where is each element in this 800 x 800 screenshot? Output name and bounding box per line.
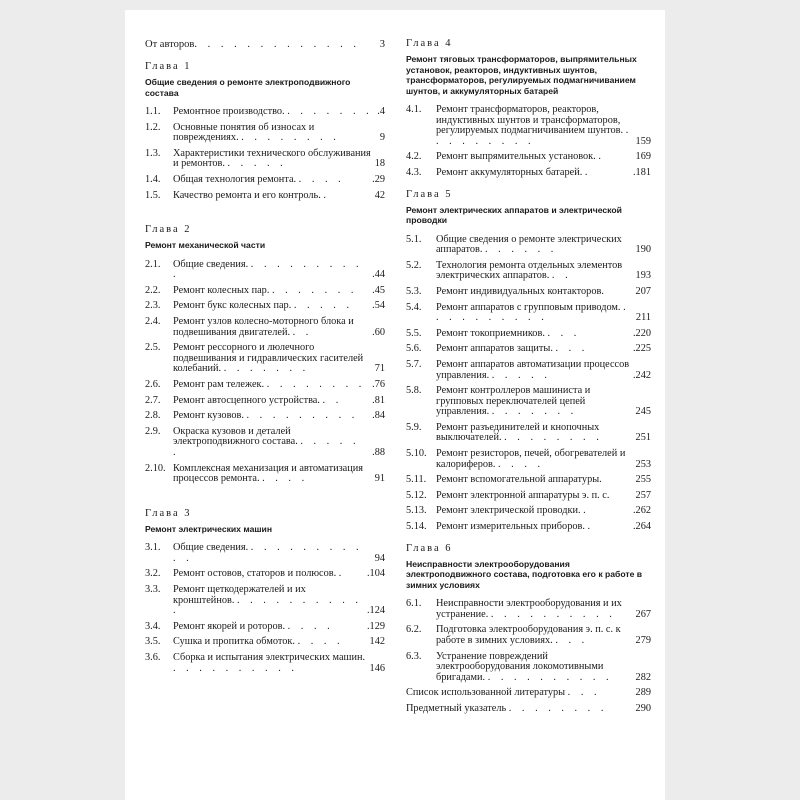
toc-entry [145,411,385,422]
entry-text: Список использованной литературы [406,687,566,699]
chapter-title: Ремонт электрических аппаратов и электрической проводки [406,204,622,226]
entry-text: Ремонт щеткодержателей и их кронштейнов. [173,584,306,606]
entry-number: 2.9. [145,425,161,437]
entry-number: 4.3. [406,166,422,178]
entry-text: Общие сведения. [173,542,249,554]
leader-dots: . [587,521,595,533]
leader-dots: . . . [567,687,601,699]
entry-number: 3.4. [145,620,161,632]
entry-number: 2.5. [145,342,161,354]
page-number: 282 [635,671,651,683]
leader-dots: . . . . . . . . . . [436,301,630,324]
leader-dots: . . . . . . . [271,284,358,296]
entry-number: 5.6. [406,343,422,355]
toc-entry [406,491,651,502]
toc-entry [406,449,651,470]
page-number: 94 [374,552,385,564]
leader-dots: . . . . . . . . . [436,125,633,147]
entry-number: 1.1. [145,106,161,117]
leader-dots: . . . [555,343,589,355]
toc-entry [406,344,651,355]
leader-dots: . . . . . . . . . . [173,662,298,674]
chapter-label: Глава 4 [406,38,453,49]
entry-text: Ремонт аккумуляторных батарей. [436,166,583,178]
page-number: .104 [366,568,385,580]
leader-dots: . . . . . . . . . . . [173,594,362,617]
toc-entry [145,622,385,633]
page-number: 18 [374,158,385,170]
chapter-title: Неисправности электрооборудования электроподвижного состава, подготовка его к работе в зимних условиях [406,558,643,590]
entry-number: 5.1. [406,233,422,245]
entry-number: 5.11. [406,474,427,486]
page-number: 253 [635,458,651,470]
entry-text: Характеристики технического обслуживания и ремонтов. [173,147,371,170]
toc-entry [145,543,385,564]
toc-entry [406,303,651,324]
leader-dots: . . . . . . . . . [246,410,359,422]
chapter-label: Глава 2 [145,224,192,236]
toc-entry [145,260,385,281]
toc-entry [406,386,651,418]
leader-dots: . . . . . . . . . . [487,671,613,683]
page-number: .4 [377,106,385,117]
toc-entry [406,475,651,486]
entry-number: 5.7. [406,358,422,370]
toc-entry [406,360,651,381]
entry-text: Комплексная механизация и автоматизация процессов ремонта. [173,462,364,485]
entry-text: Ремонт рессорного и люлечного подвешивания и гидравлических гасителей колебаний. [173,342,364,375]
page-number: 211 [635,312,651,324]
entry-number: 1.5. [145,189,161,201]
entry-number: 2.4. [145,316,161,328]
leader-dots: . [583,505,590,517]
leader-dots: . . . . . . [173,436,360,458]
leader-dots: . . . . . [491,369,551,381]
toc-entry [145,191,385,202]
entry-text: Ремонт аппаратов с групповым приводом. [436,301,621,313]
toc-entry [145,107,385,118]
leader-dots: . . . . . . . . [241,132,340,144]
entry-number: 5.8. [406,385,422,397]
page-number: .54 [372,300,385,312]
entry-text: Ремонт рам тележек. [173,379,265,390]
entry-text: Ремонт электронной аппаратуры э. п. с. [436,489,610,501]
entry-number: 3.5. [145,636,161,648]
page-number: .45 [372,284,385,296]
entry-text: Ремонт вспомогательной аппаратуры. [436,474,602,486]
leader-dots: . . . . . . . [287,106,373,117]
chapter-title: Ремонт электрических машин [145,523,273,534]
entry-text: Ремонт индивидуальных контакторов. [436,285,604,297]
entry-text: Ремонт колесных пар. [173,284,270,296]
toc-right-column [406,38,651,719]
leader-dots: . . . . . . . . . . . . . [194,39,360,50]
page-number: 71 [374,363,385,375]
entry-number: 6.3. [406,650,422,662]
leader-dots: . . [551,270,572,282]
page-number: 9 [379,132,385,144]
toc-entry [145,149,385,170]
entry-number: 6.1. [406,598,422,610]
entry-text: Общие сведения. [173,258,249,270]
entry-number: 6.2. [406,624,422,636]
entry-number: 3.6. [145,652,161,663]
entry-number: 3.1. [145,542,161,554]
toc-entry [406,152,651,163]
entry-number: 5.9. [406,421,422,433]
toc-entry [145,317,385,338]
entry-text: Ремонт букс колесных пар. [173,300,292,312]
leader-dots: . . . . . [293,300,354,312]
page-number: .60 [372,326,385,338]
page-number: .264 [632,521,651,533]
entry-text: Ремонт узлов колесно-моторного блока и подвешивания двигателей. [173,316,354,338]
entry-number: 1.2. [145,121,161,133]
page-number: .220 [632,327,651,339]
chapter-label: Глава 5 [406,188,453,200]
leader-dots: . . . [555,634,589,646]
page-number: 42 [374,189,385,201]
entry-text: Технология ремонта отдельных элементов электрических аппаратов. [436,259,623,282]
leader-dots: . . . . [262,473,309,485]
leader-dots: . . . . . . . . . . . [173,542,363,564]
toc-entry [145,380,385,391]
toc-entry [406,105,651,147]
entry-number: 1.4. [145,173,161,185]
entry-text: Ремонт контроллеров машиниста и групповых переключателей цепей управления. [436,385,591,418]
leader-dots: . [323,189,330,201]
entry-text: Предметный указатель [406,702,507,714]
entry-text: Ремонт трансформаторов, реакторов, индуктивных шунтов и трансформаторов, регулируемых подмагничиванием шунтов. [436,104,624,137]
toc-entry [406,329,651,340]
page-number: 251 [635,432,651,444]
chapter-title: Ремонт механической части [145,240,266,251]
leader-dots: . . . . . . . [223,363,310,375]
leader-dots: . . . . [297,636,344,648]
entry-text: Общие сведения о ремонте электрических аппаратов. [436,233,622,256]
toc-entry-bibliography [406,688,651,699]
leader-dots: . [598,151,605,163]
entry-number: 4.1. [406,104,422,115]
page-number: .225 [632,343,651,355]
entry-text: От авторов [145,39,195,50]
entry-text: Ремонт якорей и роторов. [173,620,286,632]
entry-number: 3.3. [145,584,161,596]
leader-dots: . . [292,326,313,338]
page-number: 290 [635,702,651,714]
leader-dots: . . . . . [227,158,287,170]
entry-text: Ремонт кузовов. [173,410,244,422]
toc-entry [145,464,385,485]
leader-dots: . . . [547,327,581,339]
toc-entry [406,625,651,646]
entry-number: 2.1. [145,258,161,270]
entry-text: Подготовка электрооборудования э. п. с. к работе в зимних условиях. [436,624,621,646]
toc-entry [145,427,385,459]
chapter-title: Ремонт тяговых трансформаторов, выпрямительных установок, реакторов, индуктивных шунтов, трансформаторов, регулируемых подмагничиванием шунтов, и аккумуляторных батарей [406,54,637,96]
entry-text: Ремонт резисторов, печей, обогревателей и калориферов. [436,448,626,470]
page-number: .84 [372,410,385,422]
toc-entry-preface [145,38,385,51]
entry-text: Ремонтное производство. [173,106,285,117]
entry-text: Ремонт аппаратов автоматизации процессов управления. [436,358,630,381]
entry-text: Ремонт аппаратов защиты. [436,343,553,355]
leader-dots: . . [322,394,343,406]
chapter-label: Глава 3 [145,507,192,519]
page-number: .29 [372,173,385,185]
entry-number: 3.2. [145,568,161,580]
page-number: .129 [366,620,385,632]
page-number: 146 [369,662,385,674]
toc-entry [406,599,651,620]
entry-text: Сборка и испытания электрических машин. [173,652,366,663]
toc-entry [406,168,651,179]
entry-number: 5.12. [406,489,427,501]
page-number: 3 [379,39,385,50]
page-number: 267 [635,608,651,620]
entry-text: Ремонт остовов, статоров и полюсов. [173,568,337,580]
page-number: 257 [635,489,651,501]
entry-number: 2.3. [145,300,161,312]
entry-number: 1.3. [145,147,161,159]
toc-entry [145,343,385,375]
entry-number: 5.14. [406,521,427,533]
toc-entry [145,653,385,674]
toc-entry-index [406,704,651,715]
chapter-label: Глава 1 [145,61,192,72]
entry-text: Окраска кузовов и деталей электроподвижного состава. [173,425,298,448]
page-number: 207 [635,285,651,297]
toc-entry [145,123,385,144]
leader-dots: . . . . . . . . [508,702,608,714]
entry-text: Ремонт токоприемников. [436,327,545,339]
page-number: .242 [632,369,651,381]
page-number: 279 [635,634,651,646]
page-number: .81 [372,394,385,406]
entry-text: Устранение повреждений электрооборудования локомотивными бригадами. [436,650,604,683]
entry-number: 5.13. [406,505,427,517]
toc-entry [406,287,651,298]
toc-entry [406,652,651,684]
chapter-title: Общие сведения о ремонте электроподвижного состава [145,77,351,98]
entry-text: Ремонт выпрямительных установок. [436,151,596,163]
page-number: .181 [632,166,651,178]
page-number: 190 [635,244,651,256]
leader-dots: . . . . . . . . [504,432,603,444]
toc-entry [406,261,651,282]
entry-number: 5.10. [406,448,427,460]
entry-text: Общая технология ремонта. [173,173,297,185]
leader-dots: . . . . . . [485,244,558,256]
page-number: .44 [372,269,385,281]
toc-entry [145,569,385,580]
entry-number: 5.3. [406,285,422,297]
toc-entry [145,396,385,407]
toc-entry [406,235,651,256]
entry-number: 5.2. [406,259,422,271]
page-number: 142 [369,636,385,648]
entry-number: 2.2. [145,284,161,296]
entry-text: Основные понятия об износах и повреждениях. [173,121,315,144]
entry-text: Ремонт автосцепного устройства. [173,394,320,406]
leader-dots: . . . . . . . . . . [490,608,616,620]
toc-entry [145,175,385,186]
page-number: .124 [366,605,385,617]
page-number: 289 [635,687,651,699]
leader-dots: . [584,166,592,178]
leader-dots: . . . . . . . . . . [173,258,363,281]
entry-text: Ремонт измерительных приборов. [436,521,585,533]
entry-number: 2.6. [145,379,161,390]
page-number: 159 [635,135,651,147]
page-number: .262 [632,505,651,517]
toc-entry [145,637,385,648]
entry-number: 2.7. [145,394,161,406]
toc-entry [145,585,385,617]
entry-text: Ремонт разъединителей и кнопочных выключателей. [436,421,600,444]
entry-number: 2.8. [145,410,161,422]
toc-entry [145,286,385,297]
toc-entry [406,522,651,533]
entry-text: Неисправности электрооборудования и их устранение. [436,598,622,620]
toc-left-column [145,38,385,679]
entry-text: Качество ремонта и его контроль. [173,189,321,201]
entry-text: Ремонт электрической проводки. [436,505,581,517]
leader-dots: . . . . . . . [491,406,578,418]
entry-number: 2.10. [145,462,166,474]
page-number: 245 [635,406,651,418]
page-number: 255 [635,474,651,486]
toc-entry [406,423,651,444]
toc-entry [406,506,651,517]
entry-number: 4.2. [406,151,422,163]
leader-dots: . . . . [498,458,545,470]
page-number: 169 [635,151,651,163]
chapter-label: Глава 6 [406,542,453,554]
entry-text: Сушка и пропитка обмоток. [173,636,295,648]
page-number: .88 [372,446,385,458]
document-page [125,10,665,800]
leader-dots: . . . . [287,620,334,632]
leader-dots: . [338,568,346,580]
leader-dots: . . . . [298,173,345,185]
page-number: 193 [635,270,651,282]
entry-number: 5.5. [406,327,422,339]
entry-number: 5.4. [406,301,422,313]
toc-entry [145,301,385,312]
leader-dots: . . . . . . . . [266,379,366,390]
page-number: .76 [372,379,385,390]
page-number: 91 [374,473,385,485]
